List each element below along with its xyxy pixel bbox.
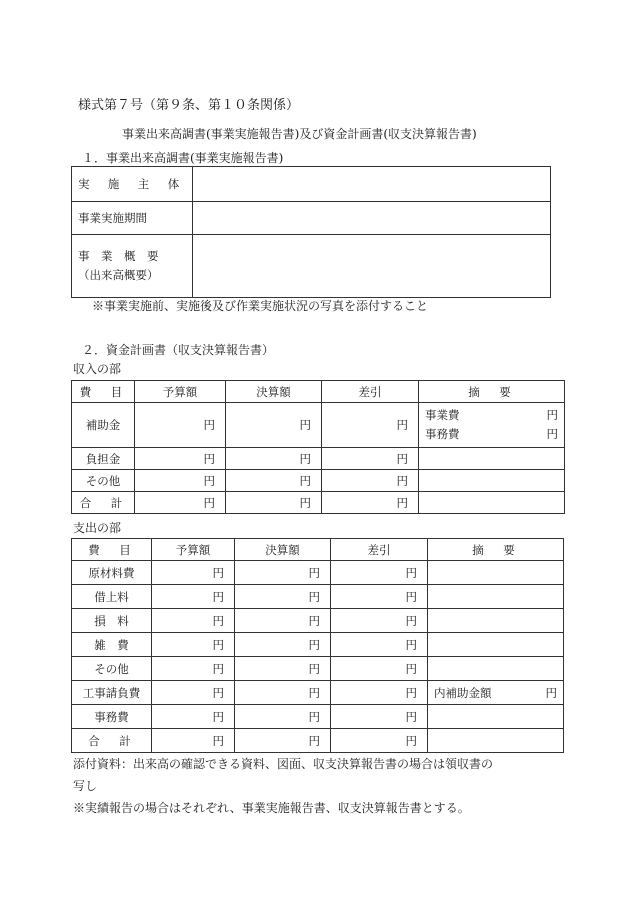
diff-office[interactable] bbox=[331, 705, 428, 729]
expense-row-contract bbox=[72, 681, 564, 705]
col-item: 費 目 bbox=[72, 381, 135, 403]
yen-unit: 円 bbox=[308, 661, 320, 676]
remarks-rental[interactable] bbox=[428, 585, 564, 609]
budget-total[interactable] bbox=[152, 729, 235, 753]
diff-subsidy[interactable] bbox=[322, 403, 419, 448]
expense-row-other bbox=[72, 657, 564, 681]
expense-label: 支出の部 bbox=[73, 521, 122, 535]
row-period bbox=[72, 202, 551, 235]
yen-unit: 円 bbox=[308, 685, 320, 700]
diff-other[interactable] bbox=[331, 657, 428, 681]
remark-project-cost-label: 事業費 bbox=[425, 408, 460, 423]
expense-header-row bbox=[72, 539, 564, 561]
diff-other[interactable] bbox=[322, 470, 419, 492]
expense-row-office bbox=[72, 705, 564, 729]
yen-unit: 円 bbox=[212, 637, 224, 652]
expense-row-damage bbox=[72, 609, 564, 633]
remarks-subsidy[interactable] bbox=[419, 403, 565, 448]
yen-unit: 円 bbox=[203, 451, 215, 466]
yen-unit: 円 bbox=[308, 709, 320, 724]
col-settled: 決算額 bbox=[235, 539, 331, 561]
progress-report-table bbox=[71, 166, 551, 298]
income-row-other bbox=[72, 470, 565, 492]
yen-unit: 円 bbox=[405, 709, 417, 724]
remarks-office[interactable] bbox=[428, 705, 564, 729]
remarks-other[interactable] bbox=[428, 657, 564, 681]
yen-unit: 円 bbox=[405, 637, 417, 652]
budget-office[interactable] bbox=[152, 705, 235, 729]
yen-unit: 円 bbox=[546, 408, 558, 423]
budget-other[interactable] bbox=[135, 470, 226, 492]
yen-unit: 円 bbox=[405, 661, 417, 676]
yen-unit: 円 bbox=[308, 733, 320, 748]
remark-subsidy-amount bbox=[434, 685, 557, 701]
yen-unit: 円 bbox=[396, 451, 408, 466]
settled-other[interactable] bbox=[235, 657, 331, 681]
expense-table bbox=[71, 538, 564, 753]
form-title: 様式第７号（第９条、第１０条関係） bbox=[78, 98, 300, 113]
label-period: 事業実施期間 bbox=[72, 202, 193, 235]
budget-total[interactable] bbox=[135, 492, 226, 514]
yen-unit: 円 bbox=[299, 473, 311, 488]
yen-unit: 円 bbox=[396, 473, 408, 488]
yen-unit: 円 bbox=[212, 685, 224, 700]
attachment-note-line1: 添付資料：出来高の確認できる資料、図面、収支決算報告書の場合は領収書の bbox=[73, 757, 494, 771]
col-budget: 予算額 bbox=[152, 539, 235, 561]
remark-office-cost-label: 事務費 bbox=[425, 427, 460, 441]
col-diff: 差引 bbox=[331, 539, 428, 561]
col-budget: 予算額 bbox=[135, 381, 226, 403]
settled-damage[interactable] bbox=[235, 609, 331, 633]
expense-row-materials bbox=[72, 561, 564, 585]
settled-other[interactable] bbox=[226, 470, 322, 492]
item-damage: 損 料 bbox=[72, 609, 152, 633]
remarks-total[interactable] bbox=[428, 729, 564, 753]
yen-unit: 円 bbox=[405, 589, 417, 604]
expense-row-rental bbox=[72, 585, 564, 609]
document-title: 事業出来高調書(事業実施報告書)及び資金計画書(収支決算報告書) bbox=[122, 127, 477, 141]
yen-unit: 円 bbox=[203, 418, 215, 432]
remarks-misc[interactable] bbox=[428, 633, 564, 657]
value-entity[interactable] bbox=[193, 167, 551, 202]
budget-other[interactable] bbox=[152, 657, 235, 681]
budget-damage[interactable] bbox=[152, 609, 235, 633]
settled-office[interactable] bbox=[235, 705, 331, 729]
yen-unit: 円 bbox=[299, 495, 311, 510]
settled-subsidy[interactable] bbox=[226, 403, 322, 448]
item-total: 合 計 bbox=[72, 729, 152, 753]
item-other: その他 bbox=[72, 470, 135, 492]
yen-unit: 円 bbox=[308, 613, 320, 628]
yen-unit: 円 bbox=[212, 661, 224, 676]
label-overview-line2: （出来高概要） bbox=[78, 268, 159, 282]
budget-materials[interactable] bbox=[152, 561, 235, 585]
yen-unit: 円 bbox=[396, 418, 408, 432]
label-overview bbox=[72, 235, 193, 298]
yen-unit: 円 bbox=[308, 565, 320, 580]
budget-misc[interactable] bbox=[152, 633, 235, 657]
yen-unit: 円 bbox=[203, 495, 215, 510]
yen-unit: 円 bbox=[299, 451, 311, 466]
budget-contract[interactable] bbox=[152, 681, 235, 705]
remarks-materials[interactable] bbox=[428, 561, 564, 585]
yen-unit: 円 bbox=[396, 495, 408, 510]
remarks-burden[interactable] bbox=[419, 448, 565, 470]
settled-burden[interactable] bbox=[226, 448, 322, 470]
value-period[interactable] bbox=[193, 202, 551, 235]
settled-rental[interactable] bbox=[235, 585, 331, 609]
section1-heading: １．事業出来高調書(事業実施報告書) bbox=[82, 151, 284, 165]
row-overview bbox=[72, 235, 551, 298]
yen-unit: 円 bbox=[308, 589, 320, 604]
item-other: その他 bbox=[72, 657, 152, 681]
yen-unit: 円 bbox=[212, 565, 224, 580]
yen-unit: 円 bbox=[545, 685, 557, 700]
yen-unit: 円 bbox=[212, 709, 224, 724]
diff-rental[interactable] bbox=[331, 585, 428, 609]
label-overview-line1: 事 業 概 要 bbox=[78, 249, 159, 264]
yen-unit: 円 bbox=[212, 613, 224, 628]
yen-unit: 円 bbox=[299, 418, 311, 432]
income-row-burden bbox=[72, 448, 565, 470]
col-settled: 決算額 bbox=[226, 381, 322, 403]
income-header-row bbox=[72, 381, 565, 403]
income-table bbox=[71, 380, 565, 514]
settled-contract[interactable] bbox=[235, 681, 331, 705]
section2-heading: ２．資金計画書（収支決算報告書） bbox=[82, 343, 275, 357]
settled-materials[interactable] bbox=[235, 561, 331, 585]
col-remarks: 摘 要 bbox=[428, 539, 564, 561]
expense-row-misc bbox=[72, 633, 564, 657]
diff-contract[interactable] bbox=[331, 681, 428, 705]
col-diff: 差引 bbox=[322, 381, 419, 403]
value-overview[interactable] bbox=[193, 235, 551, 298]
settled-total[interactable] bbox=[235, 729, 331, 753]
income-row-subsidy bbox=[72, 403, 565, 448]
budget-rental[interactable] bbox=[152, 585, 235, 609]
photo-note: ※事業実施前、実施後及び作業実施状況の写真を添付すること bbox=[92, 299, 429, 313]
budget-subsidy[interactable] bbox=[135, 403, 226, 448]
col-item: 費 目 bbox=[72, 539, 152, 561]
diff-total[interactable] bbox=[322, 492, 419, 514]
yen-unit: 円 bbox=[405, 733, 417, 748]
report-note: ※実績報告の場合はそれぞれ、事業実施報告書、収支決算報告書とする。 bbox=[73, 801, 470, 815]
income-row-total bbox=[72, 492, 565, 514]
income-label: 収入の部 bbox=[73, 362, 122, 376]
item-burden: 負担金 bbox=[72, 448, 135, 470]
remarks-damage[interactable] bbox=[428, 609, 564, 633]
label-entity: 実 施 主 体 bbox=[72, 167, 193, 202]
remarks-total[interactable] bbox=[419, 492, 565, 514]
yen-unit: 円 bbox=[308, 637, 320, 652]
settled-total[interactable] bbox=[226, 492, 322, 514]
diff-burden[interactable] bbox=[322, 448, 419, 470]
item-misc: 雑 費 bbox=[72, 633, 152, 657]
remarks-contract[interactable] bbox=[428, 681, 564, 705]
budget-burden[interactable] bbox=[135, 448, 226, 470]
remark-project-cost bbox=[425, 406, 558, 425]
diff-total[interactable] bbox=[331, 729, 428, 753]
yen-unit: 円 bbox=[212, 733, 224, 748]
item-materials: 原材料費 bbox=[72, 561, 152, 585]
settled-misc[interactable] bbox=[235, 633, 331, 657]
row-entity bbox=[72, 167, 551, 202]
col-remarks: 摘 要 bbox=[419, 381, 565, 403]
item-subsidy: 補助金 bbox=[72, 403, 135, 448]
diff-misc[interactable] bbox=[331, 633, 428, 657]
yen-unit: 円 bbox=[212, 589, 224, 604]
yen-unit: 円 bbox=[405, 685, 417, 700]
yen-unit: 円 bbox=[405, 565, 417, 580]
attachment-note-line2: 写し bbox=[73, 779, 98, 793]
yen-unit: 円 bbox=[203, 473, 215, 488]
diff-materials[interactable] bbox=[331, 561, 428, 585]
item-rental: 借上料 bbox=[72, 585, 152, 609]
expense-row-total bbox=[72, 729, 564, 753]
remarks-other[interactable] bbox=[419, 470, 565, 492]
item-office: 事務費 bbox=[72, 705, 152, 729]
yen-unit: 円 bbox=[546, 427, 558, 441]
item-contract: 工事請負費 bbox=[72, 681, 152, 705]
diff-damage[interactable] bbox=[331, 609, 428, 633]
item-total: 合 計 bbox=[72, 492, 135, 514]
yen-unit: 円 bbox=[405, 613, 417, 628]
remark-subsidy-amount-label: 内補助金額 bbox=[434, 685, 492, 700]
remark-office-cost bbox=[425, 425, 558, 444]
